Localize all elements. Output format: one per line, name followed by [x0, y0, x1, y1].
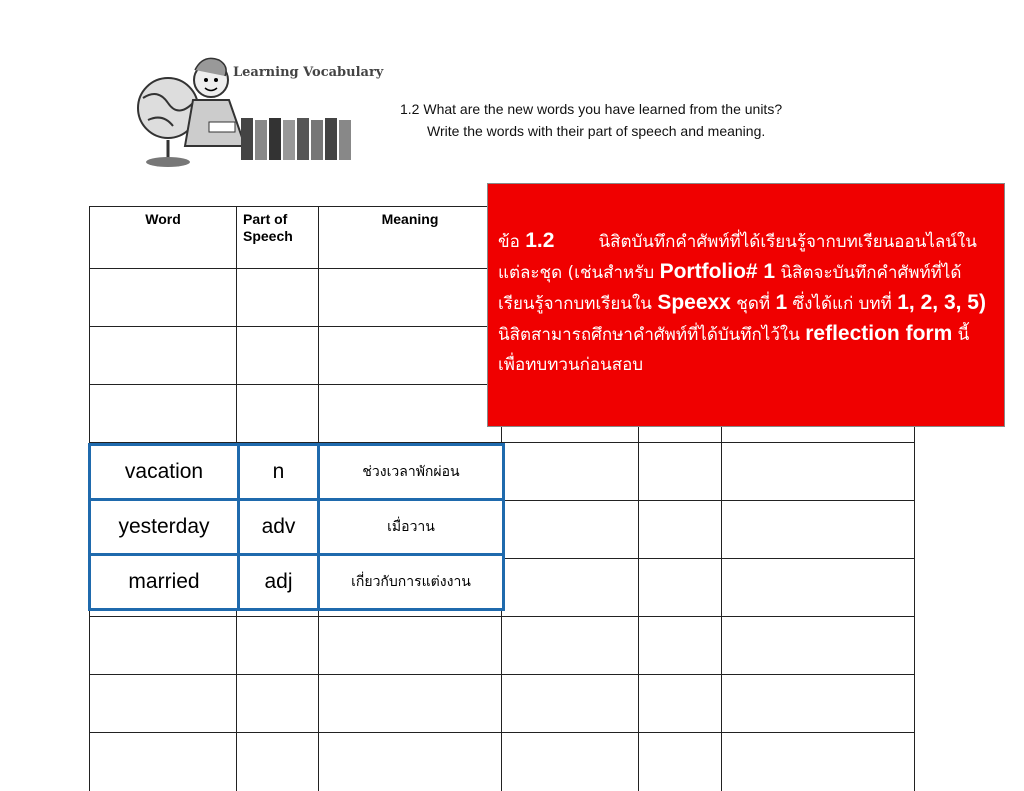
- table-cell[interactable]: [90, 327, 237, 385]
- table-cell[interactable]: [237, 617, 319, 675]
- table-cell[interactable]: [319, 617, 502, 675]
- table-cell[interactable]: [90, 675, 237, 733]
- table-row: [90, 675, 915, 733]
- example-word: vacation: [90, 445, 239, 500]
- learning-vocabulary-logo: [133, 48, 388, 172]
- example-meaning: เมื่อวาน: [319, 500, 504, 555]
- table-cell[interactable]: [639, 559, 722, 617]
- header-meaning: Meaning: [319, 207, 502, 269]
- example-row: [90, 555, 504, 610]
- callout-text: นิสิตบันทึกคำศัพท์ที่ได้เรียนรู้จากบทเรียนออนไลน์ในแต่ละชุด (เช่นสำหรับ: [498, 232, 977, 283]
- example-word: yesterday: [90, 500, 239, 555]
- table-cell[interactable]: [237, 733, 319, 791]
- table-cell[interactable]: [237, 327, 319, 385]
- instruction-line-1: 1.2 What are the new words you have learned from the units?: [400, 101, 783, 117]
- table-cell[interactable]: [90, 385, 237, 443]
- example-word: married: [90, 555, 239, 610]
- table-cell[interactable]: [722, 733, 915, 791]
- header-part-of-speech: Part of Speech: [237, 207, 319, 269]
- table-cell[interactable]: [319, 675, 502, 733]
- table-cell[interactable]: [319, 733, 502, 791]
- logo-text: Learning Vocabulary: [233, 65, 384, 80]
- table-cell[interactable]: [639, 733, 722, 791]
- example-row: [90, 500, 504, 555]
- table-cell[interactable]: [319, 385, 502, 443]
- table-cell[interactable]: [639, 617, 722, 675]
- example-part-of-speech: adv: [239, 500, 319, 555]
- table-cell[interactable]: [722, 617, 915, 675]
- table-cell[interactable]: [502, 617, 639, 675]
- callout-set-number: 1: [775, 291, 788, 314]
- table-row: [90, 617, 915, 675]
- table-cell[interactable]: [722, 443, 915, 501]
- table-cell[interactable]: [502, 501, 639, 559]
- callout-number: 1.2: [525, 229, 555, 252]
- callout-prefix: ข้อ: [498, 232, 526, 252]
- instruction-callout: [487, 183, 1005, 427]
- table-cell[interactable]: [639, 675, 722, 733]
- table-cell[interactable]: [90, 269, 237, 327]
- table-cell[interactable]: [502, 675, 639, 733]
- callout-portfolio: Portfolio# 1: [659, 260, 776, 283]
- table-cell[interactable]: [502, 559, 639, 617]
- table-cell[interactable]: [237, 675, 319, 733]
- callout-text: นิสิตจะบันทึกคำศัพท์ที่ได้เรียนรู้จากบทเรียนใน: [498, 263, 962, 314]
- instructions: [400, 98, 782, 142]
- table-cell[interactable]: [502, 733, 639, 791]
- table-cell[interactable]: [722, 675, 915, 733]
- callout-text: นี้ เพื่อทบทวนก่อนสอบ: [498, 325, 970, 375]
- callout-text: ซึ่งได้แก่ บทที่: [787, 294, 898, 314]
- callout-reflection-form: reflection form: [805, 322, 953, 345]
- table-cell[interactable]: [319, 269, 502, 327]
- example-meaning: ช่วงเวลาพักผ่อน: [319, 445, 504, 500]
- callout-text: ชุดที่: [730, 294, 776, 314]
- table-cell[interactable]: [90, 617, 237, 675]
- example-entries: [88, 443, 505, 611]
- example-row: [90, 445, 504, 500]
- example-part-of-speech: adj: [239, 555, 319, 610]
- example-meaning: เกี่ยวกับการแต่งงาน: [319, 555, 504, 610]
- instruction-line-2: Write the words with their part of speech and meaning.: [427, 123, 766, 139]
- table-cell[interactable]: [722, 501, 915, 559]
- table-cell[interactable]: [237, 269, 319, 327]
- callout-units: 1, 2, 3, 5): [897, 291, 986, 314]
- table-cell[interactable]: [639, 443, 722, 501]
- table-cell[interactable]: [237, 385, 319, 443]
- example-part-of-speech: n: [239, 445, 319, 500]
- table-cell[interactable]: [319, 327, 502, 385]
- table-cell[interactable]: [639, 501, 722, 559]
- table-cell[interactable]: [90, 733, 237, 791]
- table-cell[interactable]: [722, 559, 915, 617]
- callout-speexx: Speexx: [657, 291, 731, 314]
- table-cell[interactable]: [502, 443, 639, 501]
- callout-text: นิสิตสามารถศึกษาคำศัพท์ที่ได้บันทึกไว้ใน: [498, 325, 806, 345]
- table-row: [90, 733, 915, 791]
- header-word: Word: [90, 207, 237, 269]
